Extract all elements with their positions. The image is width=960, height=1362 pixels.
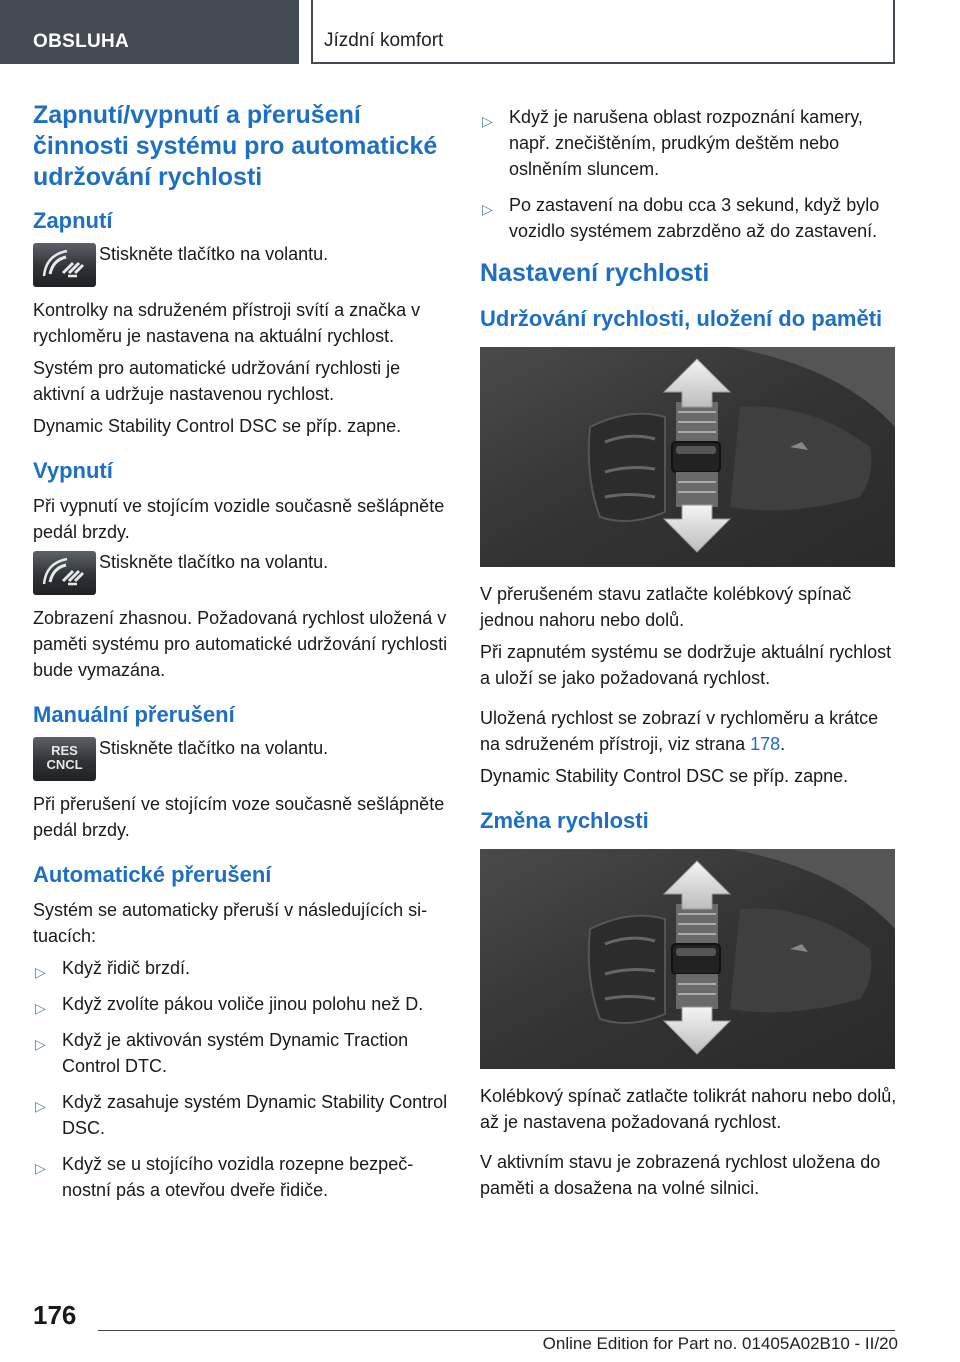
- heading-change: Změna rychlosti: [480, 808, 649, 833]
- steering-wheel-rocker-switch-icon: [480, 849, 895, 1069]
- paragraph: Dynamic Stability Control DSC se příp. zapne.: [33, 416, 402, 436]
- list-item: ▷ Když je aktivován systém Dynamic Traction Control DTC.: [35, 1030, 409, 1076]
- triangle-right-icon: ▷: [35, 964, 46, 980]
- heading-on: Zapnutí: [33, 208, 113, 233]
- section-title: Zapnutí/vypnutí a přerušení činnosti systému pro automatické udržování rychlosti: [33, 101, 438, 191]
- heading-manual: Manuální přerušení: [33, 702, 235, 727]
- cruise-control-icon: [33, 551, 96, 595]
- paragraph: Při zapnutém systému se dodržuje aktuální rychlost a uloží se jako požadovaná rychlost.: [480, 642, 892, 688]
- button-row-off: [33, 551, 451, 595]
- list-item: ▷ Když se u stojícího vozidla rozepne bezpečnostní pás a otevřou dveře řidiče.: [35, 1154, 414, 1200]
- heading-store: Udržování rychlosti, uložení do paměti: [480, 306, 883, 331]
- button-instruction: Stiskněte tlačítko na volantu.: [99, 244, 329, 264]
- paragraph: Systém se automaticky přeruší v následujících situacích:: [33, 900, 428, 946]
- button-instruction: Stiskněte tlačítko na volantu.: [99, 552, 329, 572]
- button-row-on: [33, 243, 451, 287]
- page-number: 176: [33, 1300, 77, 1330]
- list-item: ▷ Když zvolíte pákou voliče jinou polohu než D.: [33, 991, 451, 1017]
- paragraph: Kolébkový spínač zatlačte tolikrát nahoru nebo dolů, až je nastavena požadovaná rychlost.: [480, 1086, 897, 1132]
- footer-edition: Online Edition for Part no. 01405A02B10 - II/20: [542, 1334, 898, 1353]
- page-link[interactable]: 178: [750, 734, 781, 754]
- paragraph: V aktivním stavu je zobrazená rychlost uložena do paměti a dosažena na volné silnici.: [480, 1152, 881, 1198]
- res-text: RES: [51, 743, 78, 758]
- paragraph: Zobrazení zhasnou. Požadovaná rychlost uložená v paměti systému pro automatické udržování rychlosti bude vymazána.: [33, 608, 448, 680]
- bullet-list: [33, 955, 451, 1203]
- paragraph: V přerušeném stavu zatlačte kolébkový spínač jednou nahoru nebo dolů.: [480, 584, 852, 630]
- res-cncl-button-icon: [33, 737, 96, 781]
- chapter-tab: Jízdní komfort: [311, 0, 895, 64]
- paragraph: Při vypnutí ve stojícím vozidle současně sešlápněte pedál brzdy.: [33, 496, 445, 542]
- paragraph: Uložená rychlost se zobrazí v rychloměru a krátce na sdruženém přístroji, viz strana 178.: [480, 708, 879, 754]
- triangle-right-icon: ▷: [35, 1160, 46, 1176]
- heading-auto: Automatické přerušení: [33, 862, 272, 887]
- left-column: [33, 100, 451, 1213]
- section-tab: OBSLUHA: [0, 0, 299, 64]
- steering-wheel-rocker-switch-icon: [480, 347, 895, 567]
- paragraph: Při přerušení ve stojícím voze současně sešlápněte pedál brzdy.: [33, 794, 445, 840]
- button-row-manual: [33, 737, 451, 781]
- list-item: ▷ Když je narušena oblast rozpoznání kamery, např. znečištěním, prudkým deštěm nebo oslněním sluncem.: [482, 107, 863, 179]
- cncl-text: CNCL: [46, 757, 83, 772]
- button-instruction: Stiskněte tlačítko na volantu.: [99, 738, 329, 758]
- paragraph: Dynamic Stability Control DSC se příp. zapne.: [480, 766, 849, 786]
- bullet-list: [480, 104, 898, 244]
- list-item: ▷ Když řidič brzdí.: [33, 955, 451, 981]
- right-column: [480, 100, 898, 1207]
- triangle-right-icon: ▷: [482, 113, 493, 129]
- triangle-right-icon: ▷: [35, 1000, 46, 1016]
- triangle-right-icon: ▷: [482, 201, 493, 217]
- paragraph: Kontrolky na sdruženém přístroji svítí a značka v rychloměru je nastavena na aktuální rychlost.: [33, 300, 421, 346]
- cruise-control-icon: [33, 243, 96, 287]
- heading-off: Vypnutí: [33, 458, 113, 483]
- speed-title: Nastavení rychlosti: [480, 259, 710, 287]
- triangle-right-icon: ▷: [35, 1098, 46, 1114]
- triangle-right-icon: ▷: [35, 1036, 46, 1052]
- paragraph: Systém pro automatické udržování rychlosti je aktivní a udržuje nastavenou rychlost.: [33, 358, 401, 404]
- footer-divider: [98, 1330, 895, 1331]
- list-item: ▷ Po zastavení na dobu cca 3 sekund, když bylo vozidlo systémem zabrzděno až do zastavení.: [482, 195, 880, 241]
- list-item: ▷ Když zasahuje systém Dynamic Stability Control DSC.: [35, 1092, 448, 1138]
